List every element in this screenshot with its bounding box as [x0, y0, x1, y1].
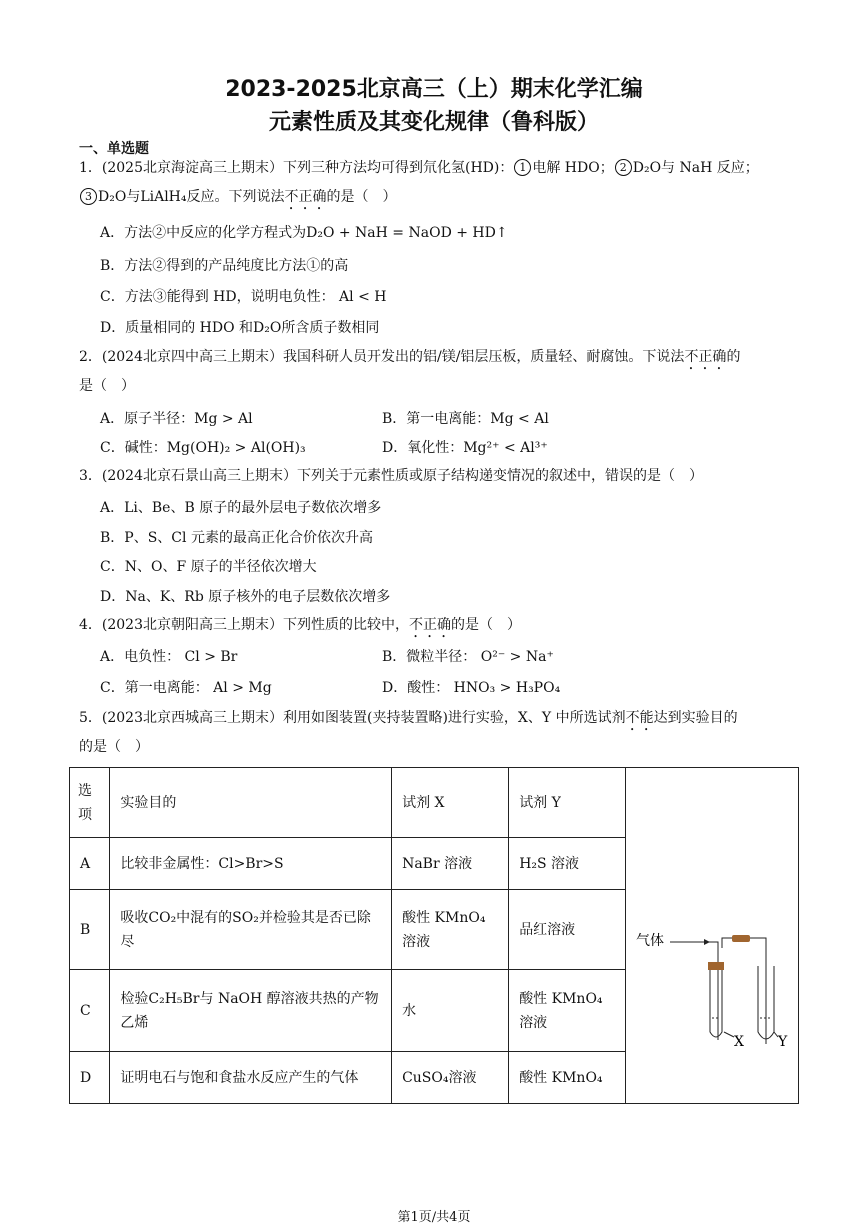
q4-option-b: B．微粒半径： O²⁻ > Na⁺	[382, 649, 554, 665]
question-5-line1	[79, 708, 738, 734]
q1-text-e: 的是（ ）	[326, 189, 397, 205]
x-label: X	[734, 1033, 745, 1050]
question-1-line2	[79, 187, 397, 213]
q2-emphasis: 不正确	[684, 349, 727, 365]
q3-option-b: B．P、S、Cl 元素的最高正化合价依次升高	[100, 530, 373, 546]
q5-emphasis: 不能	[625, 710, 654, 726]
header-option: 选项	[70, 768, 110, 838]
row-a-purpose: 比较非金属性：Cl>Br>S	[110, 838, 392, 890]
q4-text-b: 的是（ ）	[451, 617, 521, 633]
row-c-option: C	[70, 970, 110, 1052]
q4-text-a: 4．(2023北京朝阳高三上期末）下列性质的比较中，	[79, 617, 409, 633]
question-2-line1	[79, 347, 740, 373]
test-tube-x	[710, 968, 722, 1037]
row-a-y: H₂S 溶液	[509, 838, 626, 890]
q2-option-c: C．碱性：Mg(OH)₂ > Al(OH)₃	[100, 440, 306, 456]
q1-text-b: 电解 HDO；	[532, 160, 614, 176]
row-b-y: 品红溶液	[509, 890, 626, 970]
question-1-line1	[79, 158, 759, 178]
q2-option-d: D．氧化性：Mg²⁺ < Al³⁺	[382, 440, 548, 456]
q1-marker-3: 3	[80, 188, 97, 205]
q1-text-c: D₂O与 NaH 反应；	[632, 160, 759, 176]
row-a-option: A	[70, 838, 110, 890]
question-2-line2: 是（ ）	[79, 378, 135, 394]
q2-text-a: 2．(2024北京四中高三上期末）我国科研人员开发出的铝/镁/铝层压板，质量轻、耐腐蚀。下说法	[79, 349, 685, 365]
q5-text-b: 达到实验目的	[653, 710, 738, 726]
q3-option-c: C．N、O、F 原子的半径依次增大	[100, 559, 317, 575]
q4-emphasis: 不正确	[409, 617, 451, 633]
y-label: Y	[778, 1033, 788, 1050]
q4-option-c: C．第一电离能： Al > Mg	[100, 680, 272, 696]
q1-option-a: A．方法②中反应的化学方程式为D₂O + NaH = NaOD + HD↑	[100, 225, 508, 241]
q1-option-c: C．方法③能得到 HD，说明电负性： Al < H	[100, 289, 387, 305]
q3-option-d: D．Na、K、Rb 原子核外的电子层数依次增多	[100, 589, 391, 605]
row-b-purpose: 吸收CO₂中混有的SO₂并检验其是否已除尽	[110, 890, 392, 970]
question-5-line2: 的是（ ）	[79, 739, 149, 755]
header-reagent-x: 试剂 X	[392, 768, 509, 838]
row-b-x: 酸性 KMnO₄溶液	[392, 890, 509, 970]
row-d-option: D	[70, 1052, 110, 1104]
gas-label: 气体	[636, 932, 665, 949]
row-c-purpose: 检验C₂H₅Br与 NaOH 醇溶液共热的产物乙烯	[110, 970, 392, 1052]
q5-text-a: 5．(2023北京西城高三上期末）利用如图装置(夹持装置略)进行实验，X、Y 中所选试剂	[79, 710, 626, 726]
q1-marker-2: 2	[615, 159, 632, 176]
q3-option-a: A．Li、Be、B 原子的最外层电子数依次增多	[100, 500, 382, 516]
row-d-purpose: 证明电石与饱和食盐水反应产生的气体	[110, 1052, 392, 1104]
apparatus-diagram	[626, 832, 796, 1050]
row-c-x: 水	[392, 970, 509, 1052]
question-3-stem: 3．(2024北京石景山高三上期末）下列关于元素性质或原子结构递变情况的叙述中，错误的是（ ）	[79, 468, 703, 484]
q2-option-b: B．第一电离能：Mg < Al	[382, 411, 549, 427]
q1-option-b: B．方法②得到的产品纯度比方法①的高	[100, 258, 349, 274]
stopper-x	[708, 962, 724, 970]
q1-text-d: D₂O与LiAlH₄反应。下列说法	[98, 189, 285, 205]
table-header-row	[70, 768, 799, 838]
question-4-stem	[79, 615, 521, 641]
inlet-tube	[704, 942, 718, 1040]
q1-option-d: D．质量相同的 HDO 和D₂O所含质子数相同	[100, 320, 380, 336]
experiment-table	[69, 767, 799, 1104]
row-b-option: B	[70, 890, 110, 970]
q2-text-b: 的	[726, 349, 741, 365]
page-subtitle: 元素性质及其变化规律（鲁科版）	[268, 110, 599, 135]
header-purpose: 实验目的	[110, 768, 392, 838]
row-d-y: 酸性 KMnO₄	[509, 1052, 626, 1104]
page-title: 2023-2025北京高三（上）期末化学汇编	[225, 77, 643, 102]
q4-option-d: D．酸性： HNO₃ > H₃PO₄	[382, 680, 561, 696]
section-heading: 一、单选题	[79, 141, 149, 157]
apparatus-cell	[626, 768, 799, 1104]
header-reagent-y: 试剂 Y	[509, 768, 626, 838]
q1-text-a: 1．(2025北京海淀高三上期末）下列三种方法均可得到氘化氢(HD)：	[79, 160, 514, 176]
q1-marker-1: 1	[514, 159, 531, 176]
x-pointer	[724, 1032, 734, 1037]
rubber-joint	[732, 935, 750, 942]
row-c-y: 酸性 KMnO₄溶液	[509, 970, 626, 1052]
row-a-x: NaBr 溶液	[392, 838, 509, 890]
connector-down	[758, 938, 766, 1044]
q1-emphasis: 不正确	[284, 189, 327, 205]
page-footer: 第1页/共4页	[397, 1210, 471, 1225]
row-d-x: CuSO₄溶液	[392, 1052, 509, 1104]
q2-option-a: A．原子半径：Mg > Al	[100, 411, 253, 427]
q4-option-a: A．电负性： Cl > Br	[100, 649, 238, 665]
